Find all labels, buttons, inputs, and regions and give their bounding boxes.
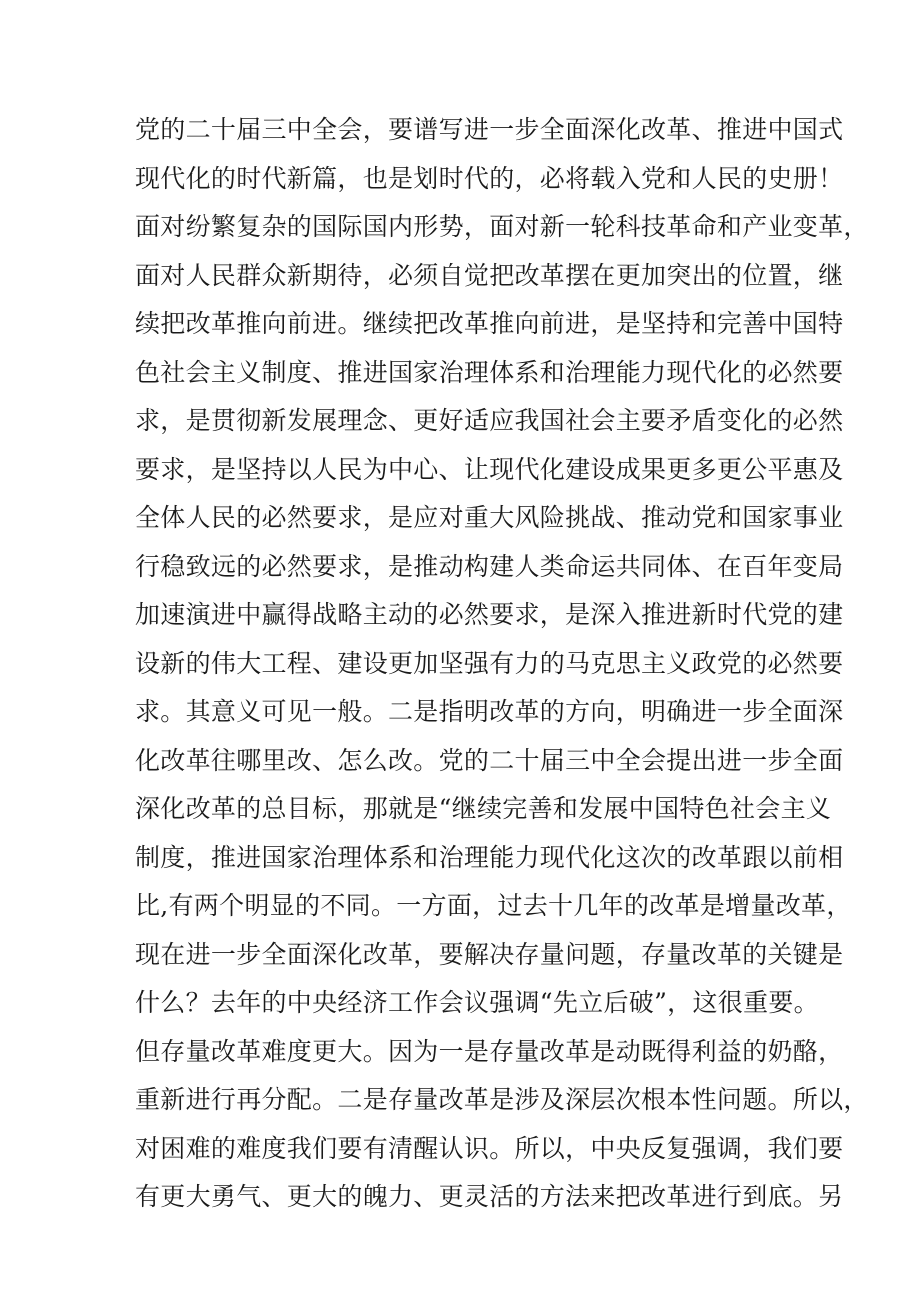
text-line: 面对人民群众新期待，必须自觉把改革摆在更加突出的位置，继 (135, 260, 844, 290)
text-line: 全体人民的必然要求，是应对重大风险挑战、推动党和国家事业 (135, 503, 844, 532)
body-text (135, 106, 869, 1222)
text-line: 比,有两个明显的不同。一方面，过去十几年的改革是增量改革， (135, 891, 852, 920)
text-line: 续把改革推向前进。继续把改革推向前进，是坚持和完善中国特 (135, 309, 844, 338)
text-line: 但存量改革难度更大。因为一是存量改革是动既得利益的奶酪， (135, 1036, 844, 1066)
text-line: 重新进行再分配。二是存量改革是涉及深层次根本性问题。所以， (135, 1085, 869, 1114)
text-line: 求，是贯彻新发展理念、更好适应我国社会主要矛盾变化的必然 (135, 406, 844, 435)
text-line: 设新的伟大工程、建设更加坚强有力的马克思主义政党的必然要 (135, 648, 844, 678)
text-line: 深化改革的总目标，那就是“继续完善和发展中国特色社会主义 (135, 794, 832, 823)
text-line: 色社会主义制度、推进国家治理体系和治理能力现代化的必然要 (135, 357, 844, 387)
text-line: 什么？去年的中央经济工作会议强调“先立后破”，这很重要。 (135, 988, 819, 1017)
text-line: 化改革往哪里改、怎么改。党的二十届三中全会提出进一步全面 (135, 745, 844, 775)
text-line: 面对纷繁复杂的国际国内形势，面对新一轮科技革命和产业变革， (135, 212, 869, 241)
text-line: 制度，推进国家治理体系和治理能力现代化这次的改革跟以前相 (135, 842, 844, 872)
text-line: 现代化的时代新篇，也是划时代的，必将载入党和人民的史册！ (135, 163, 844, 193)
text-line: 现在进一步全面深化改革，要解决存量问题，存量改革的关键是 (135, 939, 844, 969)
text-line: 加速演进中赢得战略主动的必然要求，是深入推进新时代党的建 (135, 600, 844, 629)
text-line: 党的二十届三中全会，要谱写进一步全面深化改革、推进中国式 (135, 115, 844, 144)
text-line: 行稳致远的必然要求，是推动构建人类命运共同体、在百年变局 (135, 551, 844, 581)
text-line: 对困难的难度我们要有清醒认识。所以，中央反复强调，我们要 (135, 1133, 844, 1163)
text-line: 求。其意义可见一般。二是指明改革的方向，明确进一步全面深 (135, 697, 844, 726)
text-line: 要求，是坚持以人民为中心、让现代化建设成果更多更公平惠及 (135, 454, 844, 484)
text-line: 有更大勇气、更大的魄力、更灵活的方法来把改革进行到底。另 (135, 1182, 844, 1211)
